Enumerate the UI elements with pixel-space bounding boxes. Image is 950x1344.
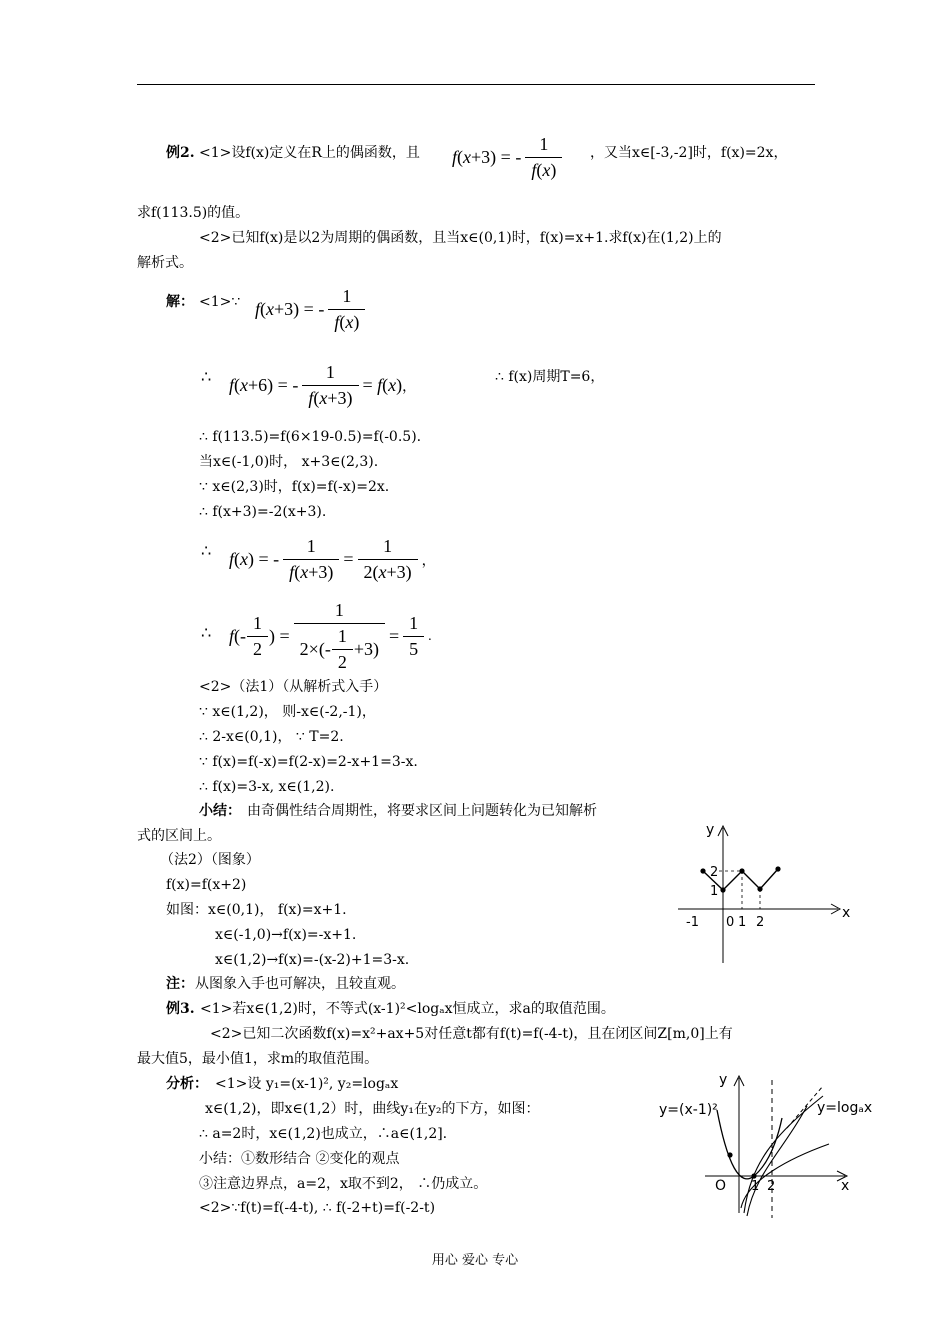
formula-given: f ( x +3) = - $\frac{1}{f(x)}$ <box>255 286 369 333</box>
tick-neg-1: -1 <box>686 915 699 930</box>
period-text: ∴ f(x)周期T=6， <box>495 369 605 385</box>
summary-text-cont: 式的区间上。 <box>137 828 221 844</box>
x-axis-label: x <box>841 1178 850 1194</box>
tick-x-2: 2 <box>767 1179 776 1194</box>
example-2-text: <1>设f(x)定义在R上的偶函数，且 <box>199 145 420 161</box>
analysis-line-3: ∴ a=2时，x∈(1,2)也成立，∴a∈(1,2]. <box>199 1126 448 1142</box>
example-2-label: 例2. <box>166 145 195 161</box>
graph-point <box>775 866 780 871</box>
method-2-line-1: f(x)=f(x+2) <box>166 877 247 893</box>
log-curve-label: y=logₐx <box>817 1100 873 1116</box>
example-3-label: 例3. <box>166 1001 195 1017</box>
method-2-line-3: x∈(-1,0)→f(x)=-x+1. <box>215 927 357 943</box>
example-2-part2-cont: 解析式。 <box>137 255 193 271</box>
method-2-line-4: x∈(1,2)→f(x)=-(x-2)+1=3-x. <box>215 952 410 968</box>
analysis-label: 分析： <box>166 1076 208 1092</box>
tick-x-1: 1 <box>738 915 747 930</box>
example-3-part1: <1>若x∈(1,2)时，不等式(x-1)²<logₐx恒成立，求a的取值范围。 <box>200 1001 615 1017</box>
page-footer: 用心 爱心 专心 <box>431 1253 519 1268</box>
method-1-line-3: ∵ f(x)=f(-x)=f(2-x)=2-x+1=3-x. <box>199 754 418 770</box>
formula-f-neg-half: f (- $\frac{1}{2}$ ) = 1 2×(- $\frac{1}{2}$ +3) = $\frac{1}{5}$ . <box>229 600 432 672</box>
therefore-symbol: ∴ <box>201 623 212 642</box>
tick-x-1: 1 <box>751 1179 760 1194</box>
method-1-line-4: ∴ f(x)=3-x, x∈(1,2). <box>199 779 335 795</box>
therefore-symbol: ∴ <box>201 541 212 560</box>
graph-point <box>739 868 744 873</box>
method-1-line-2: ∴ 2-x∈(0,1)， ∵ T=2. <box>199 729 344 745</box>
parabola-log-graph <box>655 1068 873 1218</box>
note-text: 从图象入手也可解决，且较直观。 <box>195 976 405 992</box>
method-1-line-1: ∵ x∈(1,2)， 则-x∈(-2,-1)， <box>199 704 376 720</box>
graph-point <box>751 1173 756 1178</box>
formula-f-x-plus-3: f ( x +3) = - $\frac{1}{f(x)}$ <box>452 134 566 181</box>
solution-part1: <1>∵ <box>199 294 241 310</box>
graph-point <box>720 887 725 892</box>
graph-point <box>757 886 762 891</box>
formula-f-x-plus-6: f ( x +6) = - $\frac{1}{f(x+3)}$ = f ( x ) ， <box>229 362 417 408</box>
tick-x-2: 2 <box>756 915 765 930</box>
tick-0: 0 <box>726 915 735 930</box>
solution-label: 解： <box>166 294 194 310</box>
graph-point <box>727 1152 732 1157</box>
header-rule <box>137 84 815 85</box>
therefore-symbol: ∴ <box>201 367 212 386</box>
example-2-part2: <2>已知f(x)是以2为周期的偶函数，且当x∈(0,1)时，f(x)=x+1.求f(x)在(1,2)上的 <box>199 230 722 246</box>
analysis-line-5: ③注意边界点，a=2，x取不到2， ∴仍成立。 <box>199 1176 488 1192</box>
solution-line-2: 当x∈(-1,0)时， x+3∈(2,3). <box>199 454 379 470</box>
solution-line-1: ∴ f(113.5)=f(6×19-0.5)=f(-0.5). <box>199 429 422 445</box>
method-1-title: <2>（法1）（从解析式入手） <box>199 679 388 695</box>
method-2-line-2: 如图：x∈(0,1)， f(x)=x+1. <box>166 902 347 918</box>
tick-2: 2 <box>710 865 719 880</box>
x-axis-label: x <box>842 905 851 921</box>
analysis-line-1: <1>设 y₁=(x-1)², y₂=logₐx <box>215 1076 399 1092</box>
method-2-title: （法2）（图象） <box>160 852 260 868</box>
summary-label: 小结： <box>199 803 241 819</box>
y-axis-label: y <box>706 822 715 838</box>
formula-f-x: f ( x ) = - $\frac{1}{f(x+3)}$ = $\frac{1}{2(x+3)}$ ， <box>229 536 436 582</box>
analysis-line-4: 小结：①数形结合 ②变化的观点 <box>199 1151 400 1167</box>
example-3-part2-cont: 最大值5，最小值1，求m的取值范围。 <box>137 1051 379 1067</box>
example-3-part2: <2>已知二次函数f(x)=x²+ax+5对任意t都有f(t)=f(-4-t)，且在闭区间Z[m,0]上有 <box>210 1026 733 1042</box>
tick-1: 1 <box>710 884 719 899</box>
analysis-line-2: x∈(1,2)，即x∈(1,2）时，曲线y₁在y₂的下方，如图： <box>205 1101 540 1117</box>
analysis-line-6: <2>∵f(t)=f(-4-t), ∴ f(-2+t)=f(-2-t) <box>199 1200 436 1216</box>
origin-label: O <box>715 1178 727 1194</box>
note-label: 注： <box>166 976 194 992</box>
solution-line-4: ∴ f(x+3)=-2(x+3). <box>199 504 327 520</box>
example-2-question: 求f(113.5)的值。 <box>137 205 250 221</box>
y-axis-label: y <box>719 1072 728 1088</box>
periodic-function-graph <box>668 818 858 968</box>
parabola-label: y=(x-1)² <box>659 1102 718 1118</box>
example-2-text-cont: ，又当x∈[-3,-2]时，f(x)=2x， <box>590 145 788 161</box>
solution-line-3: ∵ x∈(2,3)时，f(x)=f(-x)=2x. <box>199 479 390 495</box>
summary-text: 由奇偶性结合周期性，将要求区间上问题转化为已知解析 <box>247 803 597 819</box>
graph-point <box>700 868 705 873</box>
